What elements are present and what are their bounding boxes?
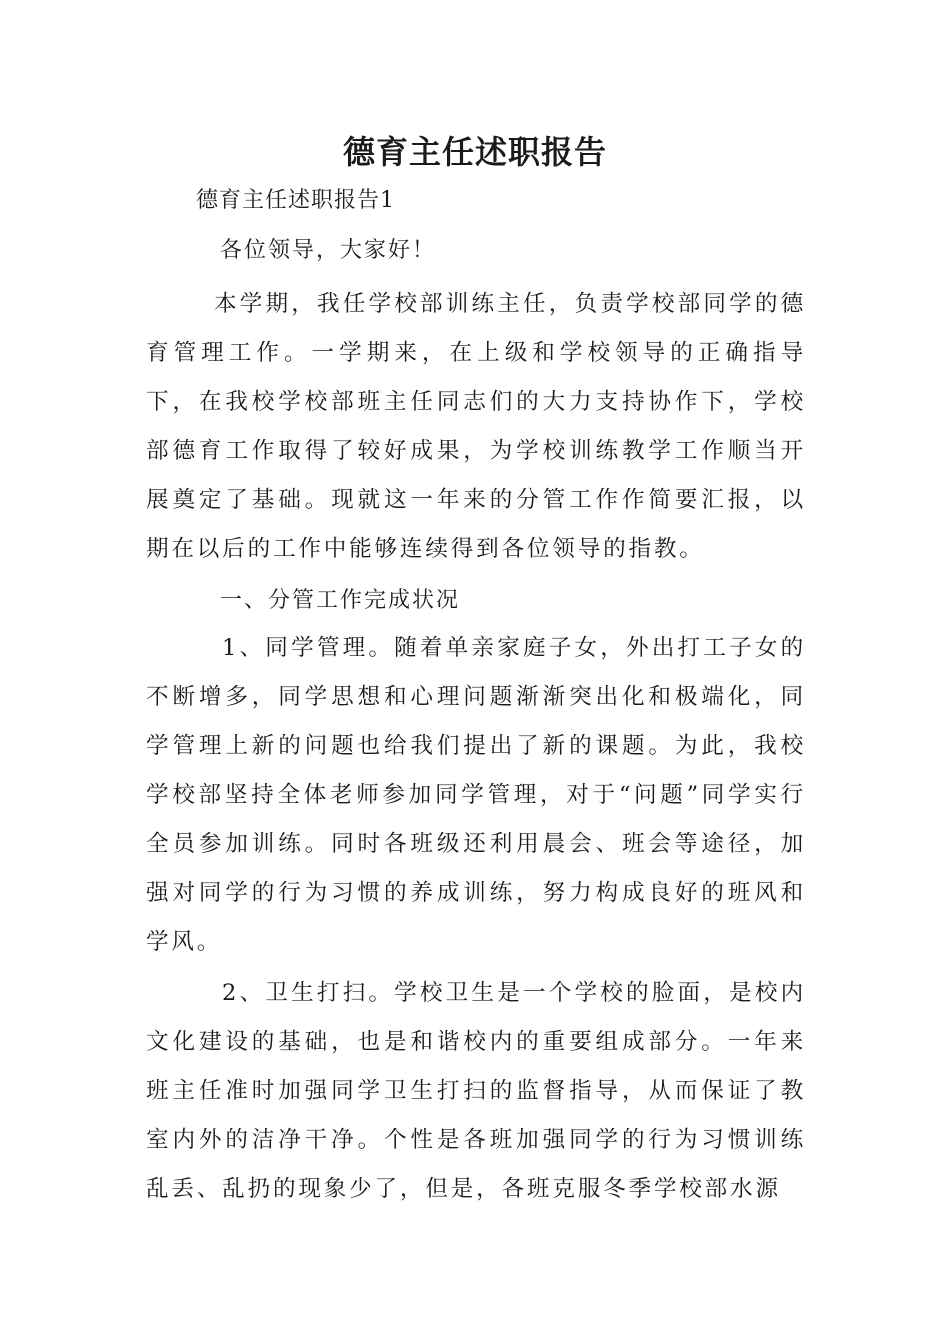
paragraph-intro: 本学期，我任学校部训练主任，负责学校部同学的德育管理工作。一学期来，在上级和学校领导的正确指导下，在我校学校部班主任同志们的大力支持协作下，学校部德育工作取得了较好成果，为学校训练教学工作顺当开展奠定了基础。现就这一年来的分管工作作简要汇报，以期在以后的工作中能够连续得到各位领导的指教。 bbox=[146, 291, 806, 562]
document-title: 德育主任述职报告 bbox=[342, 133, 607, 171]
document-subtitle: 德育主任述职报告1 bbox=[196, 188, 395, 213]
greeting-line: 各位领导，大家好！ bbox=[220, 238, 437, 263]
paragraph-student-management: 1、同学管理。随着单亲家庭子女，外出打工子女的不断增多，同学思想和心理问题渐渐突出化和极端化，同学管理上新的问题也给我们提出了新的课题。为此，我校学校部坚持全体老师参加同学管理，对于“问题”同学实行全员参加训练。同时各班级还利用晨会、班会等途径，加强对同学的行为习惯的养成训练，努力构成良好的班风和学风。 bbox=[146, 635, 806, 955]
section-heading: 一、分管工作完成状况 bbox=[220, 588, 461, 613]
paragraph-sanitation: 2、卫生打扫。学校卫生是一个学校的脸面，是校内文化建设的基础，也是和谐校内的重要组成部分。一年来班主任准时加强同学卫生打扫的监督指导，从而保证了教室内外的洁净干净。个性是各班加强同学的行为习惯训练乱丢、乱扔的现象少了，但是，各班克服冬季学校部水源 bbox=[146, 980, 806, 1202]
